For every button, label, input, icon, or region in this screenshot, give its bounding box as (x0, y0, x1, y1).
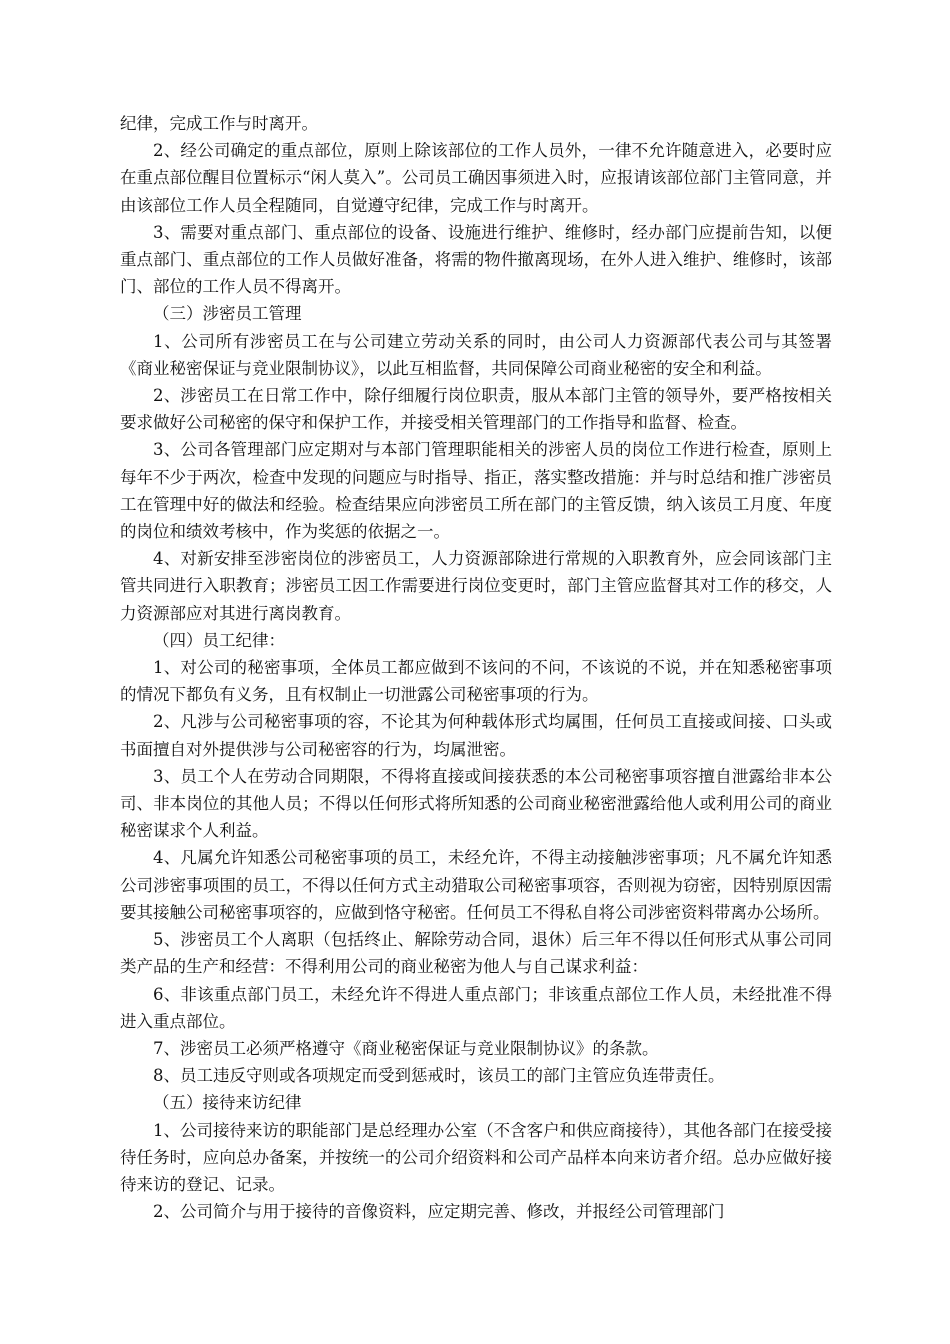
paragraph-item: 7、涉密员工必须严格遵守《商业秘密保证与竞业限制协议》的条款。 (153, 1038, 659, 1058)
section-heading: （三）涉密员工管理 (153, 304, 302, 324)
paragraph-item: 4、凡属允许知悉公司秘密事项的员工，未经允许，不得主动接触涉密事项；凡不属允许知悉公司涉密事项围的员工，不得以任何方式主动猎取公司秘密事项容，否则视为窃密，因特别原因需要其接触公司秘密事项容的，应做到恪守秘密。任何员工不得私自将公司涉密资料带离办公场所。 (120, 848, 832, 922)
document-body (120, 110, 832, 1225)
paragraph-item: 1、对公司的秘密事项，全体员工都应做到不该问的不问，不该说的不说，并在知悉秘密事项的情况下都负有义务，且有权制止一切泄露公司秘密事项的行为。 (120, 658, 832, 705)
paragraph-item: 3、公司各管理部门应定期对与本部门管理职能相关的涉密人员的岗位工作进行检查，原则上每年不少于两次，检查中发现的问题应与时指导、指正，落实整改措施：并与时总结和推广涉密员工在管理中好的做法和经验。检查结果应向涉密员工所在部门的主管反馈，纳入该员工月度、年度的岗位和绩效考核中，作为奖惩的依据之一。 (120, 440, 832, 542)
paragraph-continuation: 纪律，完成工作与时离开。 (120, 114, 318, 133)
paragraph-item: 2、涉密员工在日常工作中，除仔细履行岗位职责，服从本部门主管的领导外，要严格按相关要求做好公司秘密的保守和保护工作，并接受相关管理部门的工作指导和监督、检查。 (120, 386, 832, 433)
paragraph-item: 2、经公司确定的重点部位，原则上除该部位的工作人员外，一律不允许随意进入，必要时应在重点部位醒目位置标示“闲人莫入”。公司员工确因事须进入时，应报请该部位部门主管同意，并由该部位工作人员全程随同，自觉遵守纪律，完成工作与时离开。 (120, 141, 832, 215)
section-heading: （四）员工纪律： (153, 630, 285, 650)
paragraph-item: 8、员工违反守则或各项规定而受到惩戒时，该员工的部门主管应负连带责任。 (153, 1066, 725, 1086)
paragraph-item: 5、涉密员工个人离职（包括终止、解除劳动合同，退休）后三年不得以任何形式从事公司同类产品的生产和经营：不得利用公司的商业秘密为他人与自己谋求利益： (120, 930, 832, 977)
paragraph-item: 2、凡涉与公司秘密事项的容，不论其为何种载体形式均属围，任何员工直接或间接、口头或书面擅自对外提供涉与公司秘密容的行为，均属泄密。 (120, 712, 832, 759)
paragraph-item: 2、公司简介与用于接待的音像资料，应定期完善、修改，并报经公司管理部门 (153, 1202, 725, 1222)
paragraph-item: 4、对新安排至涉密岗位的涉密员工，人力资源部除进行常规的入职教育外，应会同该部门主管共同进行入职教育；涉密员工因工作需要进行岗位变更时，部门主管应监督其对工作的移交，人力资源部应对其进行离岗教育。 (120, 549, 832, 623)
paragraph-item: 1、公司接待来访的职能部门是总经理办公室（不含客户和供应商接待），其他各部门在接受接待任务时，应向总办备案，并按统一的公司介绍资料和公司产品样本向来访者介绍。总办应做好接待来访的登记、记录。 (120, 1120, 832, 1194)
paragraph-item: 1、公司所有涉密员工在与公司建立劳动关系的同时，由公司人力资源部代表公司与其签署《商业秘密保证与竞业限制协议》，以此互相监督，共同保障公司商业秘密的安全和利益。 (120, 331, 832, 378)
paragraph-item: 3、员工个人在劳动合同期限，不得将直接或间接获悉的本公司秘密事项容擅自泄露给非本公司、非本岗位的其他人员；不得以任何形式将所知悉的公司商业秘密泄露给他人或利用公司的商业秘密谋求个人利益。 (120, 766, 832, 841)
section-heading: （五）接待来访纪律 (153, 1093, 302, 1113)
paragraph-item: 6、非该重点部门员工，未经允许不得进人重点部门；非该重点部位工作人员，未经批准不得进入重点部位。 (120, 984, 832, 1031)
paragraph-item: 3、需要对重点部门、重点部位的设备、设施进行维护、维修时，经办部门应提前告知，以便重点部门、重点部位的工作人员做好准备，将需的物件撤离现场，在外人进入维护、维修时，该部门、部位的工作人员不得离开。 (120, 222, 832, 297)
